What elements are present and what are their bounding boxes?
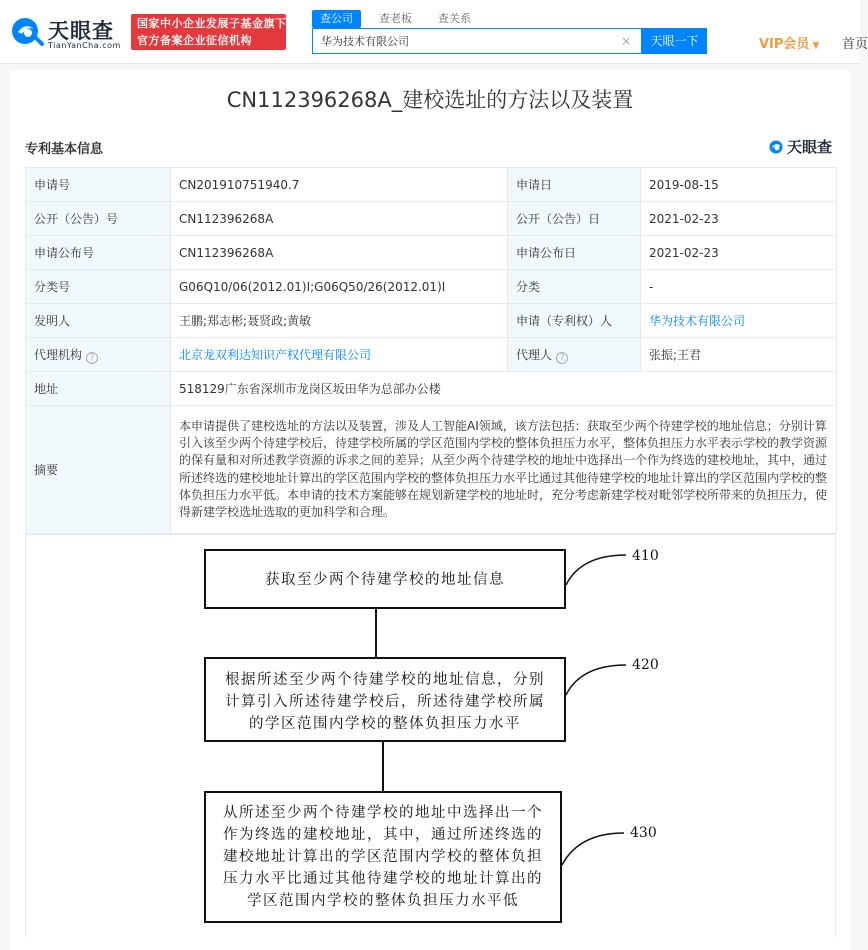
- inventors-value: 王鹏;郑志彬;聂贤政;黄敏: [171, 304, 508, 338]
- flow-step-number: 430: [630, 825, 657, 841]
- table-row: [26, 304, 837, 338]
- table-key: 公开（公告）号: [26, 202, 171, 236]
- table-key: 发明人: [26, 304, 171, 338]
- leader-line: [566, 555, 626, 585]
- flow-step-text: 作为终选的建校地址，其中，通过所述终选的: [223, 827, 543, 843]
- vip-label: VIP会员: [759, 37, 810, 52]
- logo-domain: TianYanCha.com: [48, 41, 121, 50]
- search-button[interactable]: 天眼一下: [642, 28, 707, 54]
- clear-icon[interactable]: ×: [620, 34, 632, 48]
- search-box: [312, 28, 642, 54]
- help-icon[interactable]: ?: [86, 352, 98, 364]
- section-title: 专利基本信息: [25, 142, 104, 157]
- flow-step-text: 的学区范围内学校的整体负担压力水平: [249, 716, 521, 732]
- flow-step-number: 410: [632, 548, 659, 564]
- leader-line: [566, 665, 626, 695]
- table-key: [508, 338, 641, 372]
- agency-link[interactable]: 北京龙双利达知识产权代理有限公司: [171, 338, 508, 372]
- patent-info-table: [25, 167, 837, 534]
- leader-line: [562, 833, 624, 865]
- table-value: CN112396268A: [171, 236, 508, 270]
- table-key: 分类号: [26, 270, 171, 304]
- brand-mini-name: 天眼查: [787, 138, 833, 156]
- search-tabs: [312, 10, 489, 28]
- abstract-label: 摘要: [26, 406, 171, 534]
- flow-step-text: 获取至少两个待建学校的地址信息: [265, 572, 505, 588]
- flow-step-text: 建校地址计算出的学区范围内学校的整体负担: [223, 849, 543, 865]
- caret-down-icon: ▼: [812, 41, 820, 51]
- table-key: 申请号: [26, 168, 171, 202]
- tianyancha-logo[interactable]: [10, 12, 128, 52]
- top-header: [0, 0, 868, 64]
- table-key: 申请公布日: [508, 236, 641, 270]
- table-value: CN201910751940.7: [171, 168, 508, 202]
- page-title: CN112396268A_建校选址的方法以及装置: [226, 88, 634, 112]
- tab-search-company[interactable]: 查公司: [312, 10, 361, 28]
- address-label: 地址: [26, 372, 171, 406]
- flow-step-text: 学区范围内学校的整体负担压力水平低: [247, 893, 519, 909]
- table-key: 分类: [508, 270, 641, 304]
- table-value: 2019-08-15: [641, 168, 837, 202]
- table-row: [26, 406, 837, 534]
- table-row: [26, 168, 837, 202]
- home-link[interactable]: 首页: [842, 37, 868, 52]
- table-value: CN112396268A: [171, 202, 508, 236]
- table-value: 2021-02-23: [641, 236, 837, 270]
- tab-search-relation[interactable]: 查关系: [438, 12, 471, 25]
- search-input[interactable]: [313, 29, 613, 53]
- gov-badge: [131, 14, 286, 50]
- table-key: 申请（专利权）人: [508, 304, 641, 338]
- table-key: 公开（公告）日: [508, 202, 641, 236]
- flow-step-number: 420: [632, 657, 659, 673]
- agent-value: 张振;王君: [641, 338, 837, 372]
- gov-badge-line2: 官方备案企业征信机构: [137, 34, 252, 47]
- help-icon[interactable]: ?: [556, 352, 568, 364]
- table-value: G06Q10/06(2012.01)I;G06Q50/26(2012.01)I: [171, 270, 508, 304]
- agent-label: 代理人: [516, 347, 553, 362]
- gov-badge-line1: 国家中小企业发展子基金旗下: [137, 17, 287, 30]
- table-row: [26, 270, 837, 304]
- flow-step-text: 根据所述至少两个待建学校的地址信息，分别: [225, 672, 545, 688]
- flowchart: [26, 535, 837, 938]
- patent-drawing: [25, 534, 836, 937]
- table-key: 申请公布号: [26, 236, 171, 270]
- applicant-link[interactable]: 华为技术有限公司: [641, 304, 837, 338]
- flow-step-text: 计算引入所述待建学校后，所述待建学校所属: [225, 694, 545, 710]
- brand-watermark: [769, 136, 832, 157]
- address-value: 518129广东省深圳市龙岗区坂田华为总部办公楼: [171, 372, 837, 406]
- table-row: [26, 338, 837, 372]
- logo-eye-icon: [769, 140, 785, 154]
- logo-eye-icon: [10, 16, 44, 46]
- table-row: [26, 372, 837, 406]
- table-key: [26, 338, 171, 372]
- tab-search-boss[interactable]: 查老板: [379, 12, 412, 25]
- agency-label: 代理机构: [34, 347, 83, 362]
- table-row: [26, 202, 837, 236]
- abstract-text: 本申请提供了建校选址的方法以及装置，涉及人工智能AI领域，该方法包括：获取至少两个待建学校的地址信息；分别计算引入该至少两个待建学校后，待建学校所属的学区范围内学校的整体负担压力水平，整体负担压力水平表示学校的教学资源的保有量和对所述教学资源的诉求之间的差异；从至少两个待建学校的地址中选择出一个作为终选的建校地址，其中，通过所述终选的建校地址计算出的学区范围内学校的整体负担压力水平比通过其他待建学校的地址计算出的学区范围内学校的整体负担压力水平低。本申请的技术方案能够在规划新建学校的地址时，充分考虑新建学校对毗邻学校所带来的负担压力，使得新建学校选址选取的更加科学和合理。: [171, 406, 837, 534]
- logo-name: 天眼查: [48, 19, 114, 43]
- table-value: -: [641, 270, 837, 304]
- flow-step-text: 压力水平比通过其他待建学校的地址计算出的: [223, 871, 543, 887]
- table-key: 申请日: [508, 168, 641, 202]
- table-value: 2021-02-23: [641, 202, 837, 236]
- vip-member-menu[interactable]: [759, 33, 819, 52]
- flow-step-text: 从所述至少两个待建学校的地址中选择出一个: [223, 805, 543, 821]
- table-row: [26, 236, 837, 270]
